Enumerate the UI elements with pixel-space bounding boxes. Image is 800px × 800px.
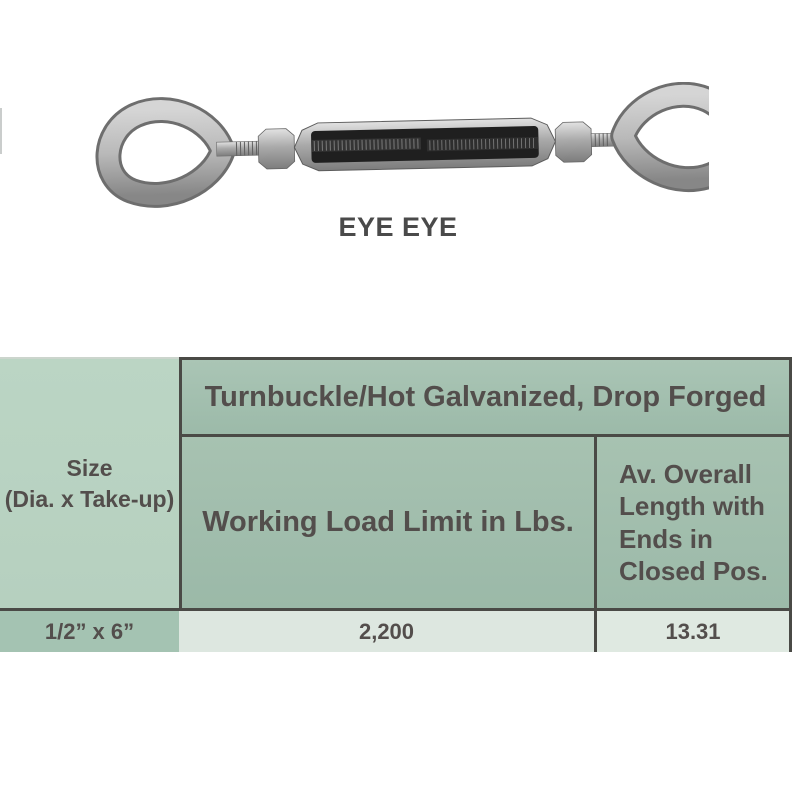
turnbuckle-body-group <box>107 94 709 196</box>
wll-column-header <box>179 437 594 611</box>
table-row-length-cell <box>594 611 792 652</box>
table-row-size-cell <box>0 611 179 652</box>
row-length-value: 13.31 <box>665 618 721 644</box>
spec-table <box>0 357 792 652</box>
product-caption: EYE EYE <box>338 212 458 242</box>
frame-body <box>294 118 556 172</box>
length-header-label: Av. Overall Length with Ends in Closed Pos. <box>619 459 768 586</box>
right-hex-nut <box>555 122 592 163</box>
group-header-label: Turnbuckle/Hot Galvanized, Drop Forged <box>204 380 767 413</box>
group-header-cell <box>179 357 792 437</box>
size-header-line2: (Dia. x Take-up) <box>4 485 175 512</box>
table-row-wll-cell <box>179 611 594 652</box>
left-hex-nut <box>258 128 295 169</box>
row-wll-value: 2,200 <box>358 618 415 644</box>
product-figure <box>0 82 800 212</box>
row-size-value: 1/2” x 6” <box>44 618 135 644</box>
length-column-header <box>594 437 792 611</box>
wll-header-label: Working Load Limit in Lbs. <box>202 506 574 538</box>
left-eye-icon <box>107 109 223 196</box>
size-header-line1: Size <box>66 455 113 482</box>
size-column-header <box>0 357 179 611</box>
turnbuckle-eye-eye-image <box>91 82 709 208</box>
right-eye-icon <box>622 94 709 181</box>
